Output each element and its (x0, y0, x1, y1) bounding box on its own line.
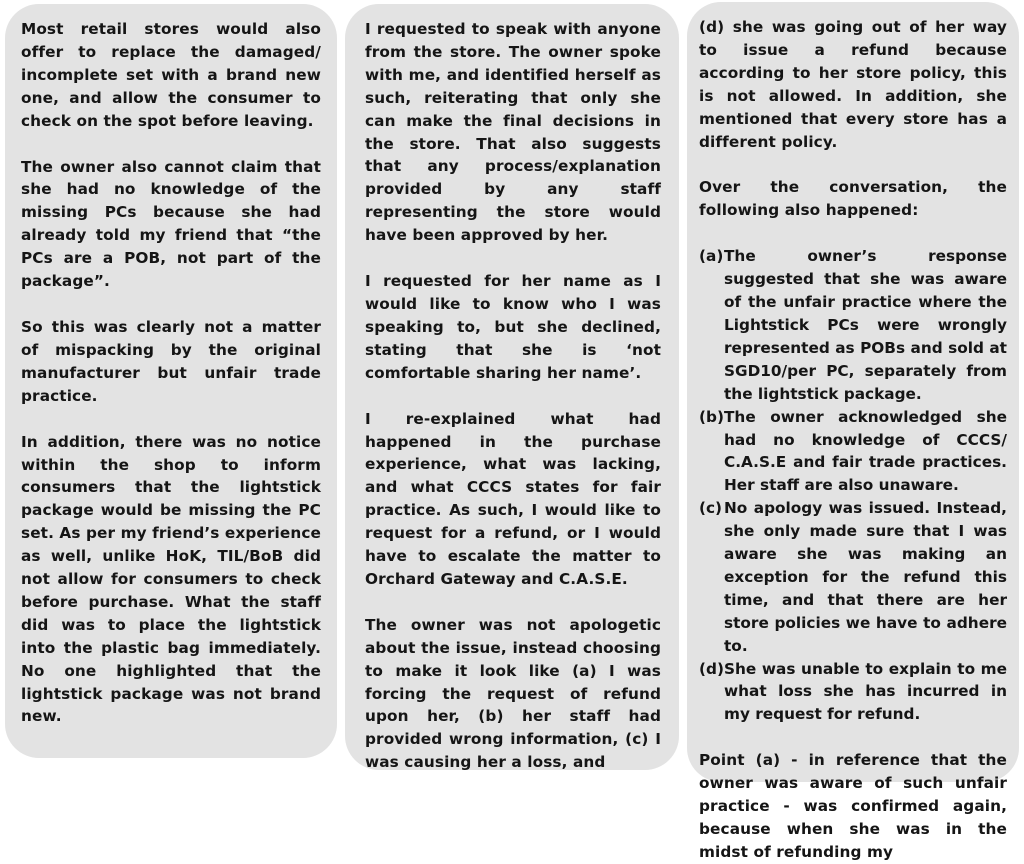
paragraph: The owner also cannot claim that she had no knowledge of the missing PCs because she had already told my friend that “the PCs are a POB, not part of the package”. (21, 157, 321, 291)
list-item (699, 406, 1007, 498)
list-item (699, 658, 1007, 727)
list-item (699, 497, 1007, 657)
paragraph: In addition, there was no notice within the shop to inform consumers that the lightstick package would be missing the PC set. As per my friend’s experience as well, unlike HoK, TIL/BoB did not allow for consumers to check before purchase. What the staff did was to place the lightstick into the plastic bag immediately. No one highlighted that the lightstick package was not brand new. (21, 432, 321, 726)
list-item-text: The owner’s response suggested that she was aware of the unfair practice where the Lightstick PCs were wrongly represented as POBs and sold at SGD10/per PC, separately from the lightstick package. (724, 247, 1007, 403)
paragraph: So this was clearly not a matter of mispacking by the original manufacturer but unfair trade practice. (21, 317, 321, 405)
paragraph: The owner was not apologetic about the issue, instead choosing to make it look like (a) I was forcing the request of refund upon her, (b) her staff had provided wrong information, (c) I was causing her a loss, and (365, 615, 661, 772)
list-item-text: She was unable to explain to me what loss she has incurred in my request for refund. (724, 659, 1007, 724)
paragraph: I requested to speak with anyone from the store. The owner spoke with me, and identified herself as such, reiterating that only she can make the final decisions in the store. That also suggests that any process/explanation provided by any staff representing the store would have been approved by her. (365, 20, 661, 245)
observation-list (699, 245, 1007, 726)
list-item (699, 245, 1007, 405)
paragraph: Point (a) - in reference that the owner was aware of such unfair practice - was confirmed again, because when she was in the midst of refunding my (699, 751, 1007, 861)
list-marker: (d) (699, 659, 724, 678)
list-item-text: The owner acknowledged she had no knowledge of CCCS/ C.A.S.E and fair trade practices. Her staff are also unaware. (724, 407, 1007, 495)
list-marker: (c) (699, 499, 723, 518)
text-panel-1 (5, 4, 337, 758)
paragraph: I requested for her name as I would like to know who I was speaking to, but she declined, stating that she is ‘not comfortable sharing her name’. (365, 272, 661, 382)
list-item-text: No apology was issued. Instead, she only made sure that I was aware she was making an exception for the refund this time, and that there are her store policies we have to adhere to. (724, 499, 1007, 655)
paragraph: Most retail stores would also offer to replace the damaged/ incomplete set with a brand new one, and allow the consumer to check on the spot before leaving. (21, 20, 321, 130)
text-panel-3 (687, 2, 1019, 861)
paragraph: Over the conversation, the following also happened: (699, 178, 1007, 220)
paragraph: I re-explained what had happened in the purchase experience, what was lacking, and what CCCS states for fair practice. As such, I would like to request for a refund, or I would have to escalate the matter to Orchard Gateway and C.A.S.E. (365, 409, 661, 588)
list-marker: (a) (699, 247, 724, 266)
list-marker: (b) (699, 407, 724, 426)
paragraph: (d) she was going out of her way to issue a refund because according to her store policy, this is not allowed. In addition, she mentioned that every store has a different policy. (699, 18, 1007, 151)
text-panel-2 (345, 4, 679, 770)
